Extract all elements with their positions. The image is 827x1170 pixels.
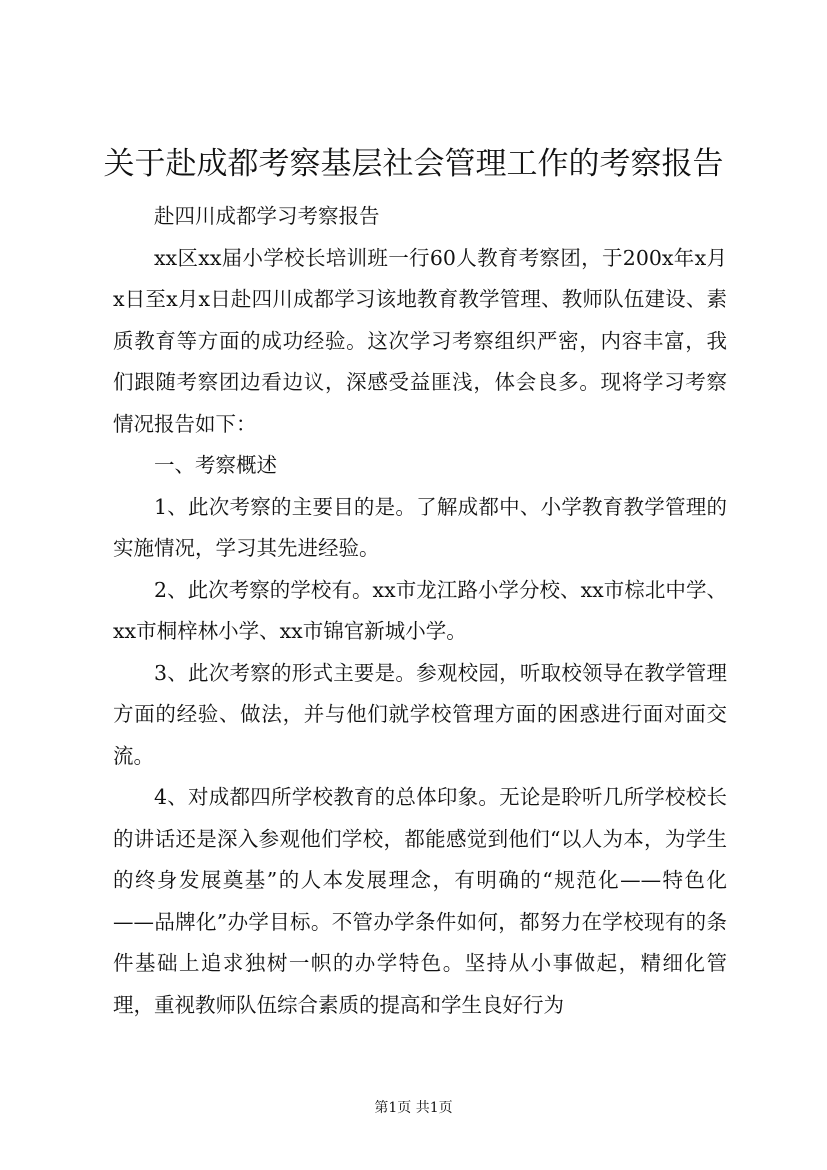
document-body [113, 196, 727, 1026]
list-item-purpose: 1、此次考察的主要目的是。了解成都中、小学教育教学管理的实施情况，学习其先进经验。 [113, 494, 727, 560]
subtitle-paragraph: 赴四川成都学习考察报告 [154, 204, 380, 228]
list-item-format: 3、此次考察的形式主要是。参观校园，听取校领导在教学管理方面的经验、做法，并与他们就学校管理方面的困惑进行面对面交流。 [113, 660, 727, 768]
list-item-schools: 2、此次考察的学校有。xx市龙江路小学分校、xx市棕北中学、xx市桐梓林小学、xx市锦官新城小学。 [113, 577, 727, 643]
intro-paragraph: xx区xx届小学校长培训班一行60人教育考察团，于200x年x月x日至x月x日赴四川成都学习该地教育教学管理、教师队伍建设、素质教育等方面的成功经验。这次学习考察组织严密，内容丰富，我们跟随考察团边看边议，深感受益匪浅，体会良多。现将学习考察情况报告如下： [113, 245, 727, 436]
list-item-impression: 4、对成都四所学校教育的总体印象。无论是聆听几所学校校长的讲话还是深入参观他们学校，都能感觉到他们“以人为本，为学生的终身发展奠基”的人本发展理念，有明确的“规范化——特色化——品牌化”办学目标。不管办学条件如何，都努力在学校现有的条件基础上追求独树一帜的办学特色。坚持从小事做起，精细化管理，重视教师队伍综合素质的提高和学生良好行为 [113, 785, 727, 1017]
section-heading: 一、考察概述 [154, 453, 277, 477]
page-footer: 第1页 共1页 [374, 1100, 453, 1116]
document-title: 关于赴成都考察基层社会管理工作的考察报告 [103, 146, 724, 182]
